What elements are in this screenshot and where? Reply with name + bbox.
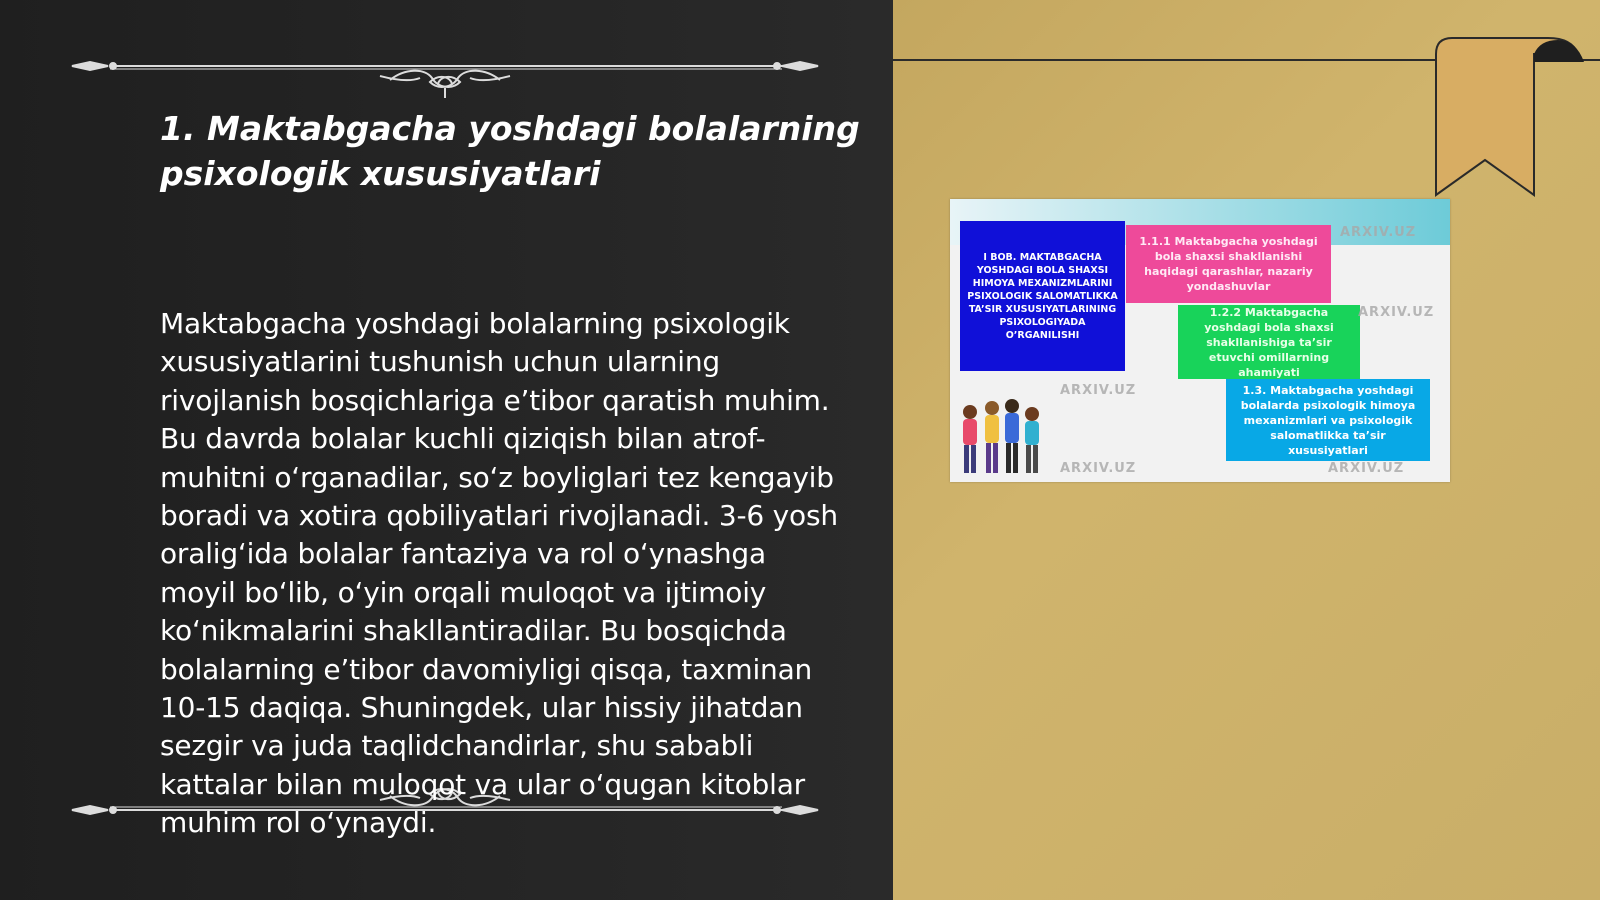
slide-title: 1. Maktabgacha yoshdagi bolalarning psixologik xususiyatlari: [160, 109, 860, 193]
ornamental-divider-top-icon: [60, 38, 830, 98]
watermark: ARXIV.UZ: [1060, 461, 1137, 476]
chapter-box: I BOB. MAKTABGACHA YOSHDAGI BOLA SHAXSI HIMOYA MEXANIZMLARINI PSIXOLOGIK SALOMATLIKKA TA’SIR XUSUSIYATLARINING PSIXOLOGIYADA O’RGANILISHI: [960, 221, 1125, 371]
watermark: ARXIV.UZ: [1358, 305, 1435, 320]
bookmark-icon: [1430, 30, 1590, 200]
section-box-1: 1.1.1 Maktabgacha yoshdagi bola shaxsi shakllanishi haqidagi qarashlar, nazariy yondashuvlar: [1126, 225, 1331, 303]
children-illustration-icon: [954, 394, 1052, 480]
watermark: ARXIV.UZ: [1060, 383, 1137, 398]
slide-body-text: Maktabgacha yoshdagi bolalarning psixologik xususiyatlarini tushunish uchun ularning rivojlanish bosqichlariga e’tibor qaratish muhim. Bu davrda bolalar kuchli qiziqish bilan atrof-muhitni o‘rganadilar, so‘z boyliglari tez kengayib boradi va xotira qobiliyatlari rivojlanadi. 3-6 yosh oralig‘ida bolalar fantaziya va rol o‘ynashga moyil bo‘lib, o‘yin orqali muloqot va ijtimoiy ko‘nikmalarini shakllantiradilar. Bu bosqichda bolalarning e’tibor davomiyligi qisqa, taxminan 10-15 daqiqa. Shuningdek, ular hissiy jihatdan sezgir va juda taqlidchandirlar, shu sababli kattalar bilan muloqot va ular o‘qugan kitoblar muhim rol o‘ynaydi.: [160, 307, 838, 840]
slide-thumbnail-image: [950, 199, 1450, 482]
watermark: ARXIV.UZ: [1328, 461, 1405, 476]
watermark: ARXIV.UZ: [1340, 225, 1417, 240]
section-box-3: 1.3. Maktabgacha yoshdagi bolalarda psixologik himoya mexanizmlari va psixologik salomatlikka ta’sir xususiyatlari: [1226, 379, 1430, 461]
section-box-2: 1.2.2 Maktabgacha yoshdagi bola shaxsi shakllanishiga ta’sir etuvchi omillarning ahamiyati: [1178, 305, 1360, 379]
